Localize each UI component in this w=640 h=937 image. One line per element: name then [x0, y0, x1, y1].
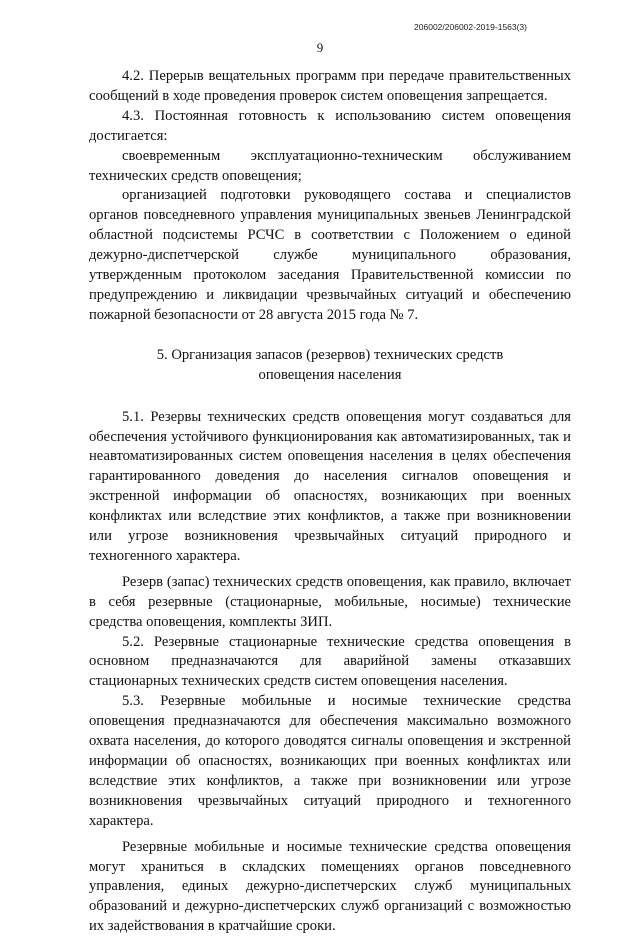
document-body	[89, 67, 571, 937]
paragraph-5-2: 5.2. Резервные стационарные технические средства оповещения в основном предназначаются для аварийной замены отказавших стационарных технических средств систем оповещения населения.	[89, 633, 571, 690]
paragraph-5-3: 5.3. Резервные мобильные и носимые технические средства оповещения предназначаются для обеспечения максимально возможного охвата населения, до которого доводятся сигналы оповещения и экстренной информации об опасностях, возникающих при военных конфликтах или вследствие этих конфликтов, а также при возникновении или угрозе возникновения чрезвычайных ситуаций природного и техногенного характера.	[89, 693, 571, 829]
section-heading-line-2: оповещения населения	[258, 366, 402, 383]
paragraph-5-1: 5.1. Резервы технических средств оповещения могут создаваться для обеспечения устойчивого функционирования как автоматизированных, так и неавтоматизированных систем оповещения населения в целях обеспечения гарантированного доведения до населения сигналов оповещения и экстренной информации об опасностях, возникающих при военных конфликтах или вследствие этих конфликтов, а также при возникновении или угрозе возникновения чрезвычайных ситуаций природного и техногенного характера.	[89, 408, 571, 564]
page-number: 9	[316, 40, 324, 55]
section-heading	[89, 346, 571, 386]
paragraph-5-1-b: Резерв (запас) технических средств оповещения, как правило, включает в себя резервные (стационарные, мобильные, носимые) технические средства оповещения, комплекты ЗИП.	[89, 573, 571, 630]
paragraph-4-3-a: своевременным эксплуатационно-техническим обслуживанием технических средств оповещения;	[89, 147, 571, 184]
section-heading-line-1: 5. Организация запасов (резервов) технических средств	[156, 346, 504, 363]
paragraph-4-2: 4.2. Перерыв вещательных программ при передаче правительственных сообщений в ходе проведения проверок систем оповещения запрещается.	[89, 68, 571, 104]
paragraph-4-3: 4.3. Постоянная готовность к использованию систем оповещения достигается:	[89, 107, 571, 144]
paragraph-5-3-b: Резервные мобильные и носимые технические средства оповещения могут храниться в складских помещениях органов повседневного управления, единых дежурно-диспетчерских служб муниципальных образований и дежурно-диспетчерских служб организаций с возможностью их задействования в кратчайшие сроки.	[89, 838, 571, 935]
paragraph-4-3-b: организацией подготовки руководящего состава и специалистов органов повседневного управления муниципальных звеньев Ленинградской областной подсистемы РСЧС в соответствии с Положением о единой дежурно-диспетчерской службе муниципального образования, утвержденным протоколом заседания Правительственной комиссии по предупреждению и ликвидации чрезвычайных ситуаций и обеспечению пожарной безопасности от 28 августа 2015 года № 7.	[89, 187, 571, 323]
document-id: 206002/206002-2019-1563(3)	[414, 22, 527, 32]
